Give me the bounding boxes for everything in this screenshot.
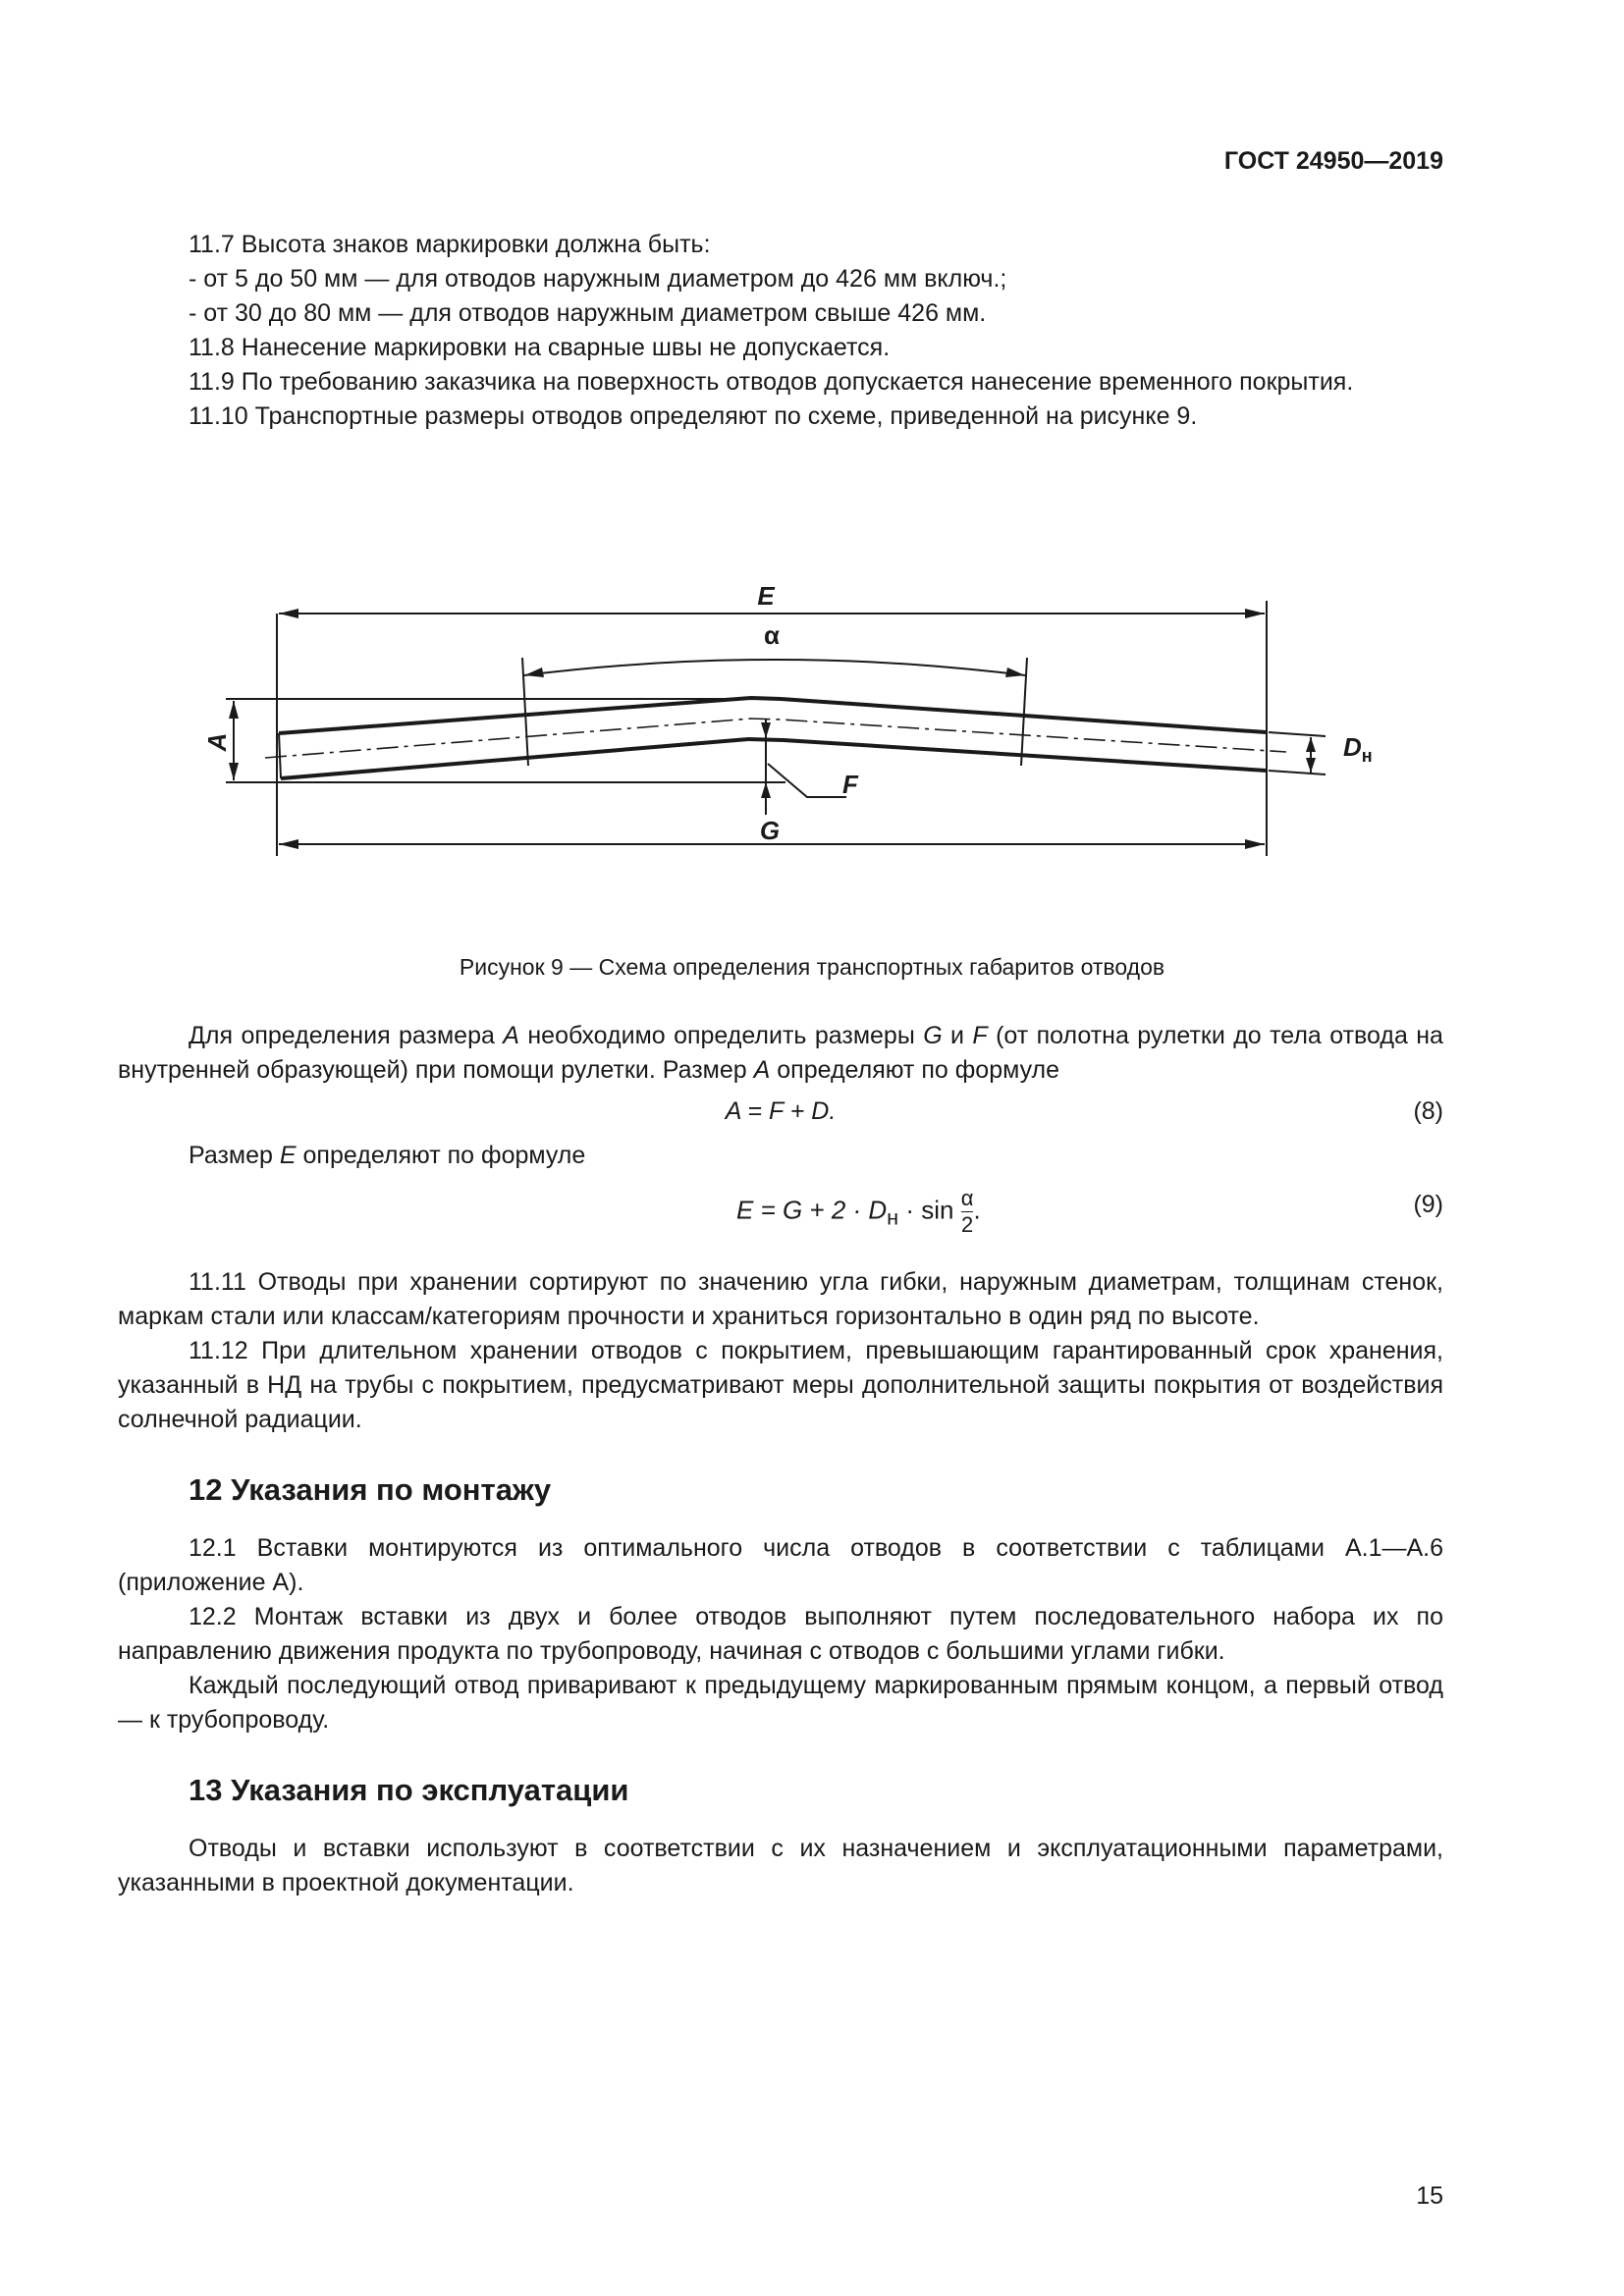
arrow-A-bottom <box>229 763 239 780</box>
clause-11-12: 11.12 При длительном хранении отводов с покрытием, превышающим гарантированный срок хранения, указанный в НД на трубы с покрытием, предусматривают меры дополнительной защиты покрытия от воздействия солнечной радиации. <box>118 1337 1443 1433</box>
alpha-ext-right <box>1021 658 1027 766</box>
label-G: G <box>759 816 781 845</box>
clause-12-1: 12.1 Вставки монтируются из оптимального числа отводов в соответствии с таблицами А.1—А.6 (приложение А). <box>118 1534 1443 1596</box>
formula-9-fraction: $\frac{\alpha}{2}$ <box>960 1186 974 1237</box>
clause-11-8: 11.8 Нанесение маркировки на сварные швы не допускается. <box>189 334 891 361</box>
formula-9-number: (9) <box>1413 1191 1443 1218</box>
arrow-F-down <box>761 722 771 738</box>
clause-12-3: Каждый последующий отвод приваривают к предыдущему маркированным прямым концом, а первый отвод — к трубопроводу. <box>118 1672 1443 1734</box>
label-alpha: α <box>764 620 780 650</box>
formula-8-expression: A = F + D. <box>725 1097 837 1125</box>
dh-ext-top <box>1269 732 1326 736</box>
arrow-G-right <box>1245 839 1265 849</box>
formula-8 <box>118 1095 1443 1132</box>
F-leader <box>768 764 846 797</box>
arrow-G-left <box>279 839 298 849</box>
after-figure-block <box>118 1019 1443 1900</box>
page-number: 15 <box>1416 2182 1443 2210</box>
arrow-E-left <box>279 609 298 618</box>
formula-9-expression: $E = G + 2 \cdot D_н \cdot \sin$ $\frac{\alpha}{2}$ . <box>736 1186 981 1237</box>
clause-11-7-item-b: - от 30 до 80 мм — для отводов наружным диаметром свыше 426 мм. <box>189 299 987 327</box>
figure-9-caption: Рисунок 9 — Схема определения транспортных габаритов отводов <box>459 954 1165 980</box>
clause-11-11: 11.11 Отводы при хранении сортируют по значению угла гибки, наружным диаметрам, толщинам стенок, маркам стали или классам/категориям прочности и храниться горизонтально в один ряд по высоте. <box>118 1268 1443 1330</box>
document-code: ГОСТ 24950—2019 <box>1223 147 1443 175</box>
figure-9-diagram <box>202 550 1404 923</box>
arrow-F-up <box>761 782 771 798</box>
clause-11-9: 11.9 По требованию заказчика на поверхность отводов допускается нанесение временного покрытия. <box>189 368 1354 396</box>
formula-9 <box>118 1180 1443 1258</box>
arrow-Dh-bottom <box>1306 758 1316 773</box>
alpha-arc <box>524 660 1025 675</box>
dimension-A-paragraph: Для определения размера A необходимо определить размеры G и F (от полотна рулетки до тела отвода на внутренней образующей) при помощи рулетки. Размер A определяют по формуле <box>118 1022 1443 1084</box>
clause-11-7-item-a: - от 5 до 50 мм — для отводов наружным диаметром до 426 мм включ.; <box>189 265 1007 293</box>
pipe-end-left <box>279 733 281 778</box>
section-13-paragraph: Отводы и вставки используют в соответствии с их назначением и эксплуатационными параметрами, указанными в проектной документации. <box>118 1835 1443 1896</box>
arrow-Dh-top <box>1306 737 1316 752</box>
dh-ext-bottom <box>1269 771 1326 774</box>
alpha-ext-left <box>522 658 528 766</box>
clause-11-10: 11.10 Транспортные размеры отводов определяют по схеме, приведенной на рисунке 9. <box>189 402 1198 430</box>
arrow-E-right <box>1245 609 1265 618</box>
clauses-11-block <box>118 228 1443 434</box>
clause-12-2: 12.2 Монтаж вставки из двух и более отводов выполняют путем последовательного набора их по направлению движения продукта по трубопроводу, начиная с отводов с большими углами гибки. <box>118 1603 1443 1665</box>
label-F: F <box>842 770 858 799</box>
label-E: E <box>757 581 775 611</box>
section-12-title: 12 Указания по монтажу <box>189 1472 552 1507</box>
section-13-title: 13 Указания по эксплуатации <box>189 1773 629 1807</box>
label-A: A <box>202 732 232 752</box>
clause-11-7: 11.7 Высота знаков маркировки должна быть: <box>189 231 711 258</box>
label-Dh: $D_н$ <box>1343 732 1373 766</box>
pipe-outer-wall <box>279 698 1267 733</box>
arrow-A-top <box>229 701 239 719</box>
label-Dh-subscript: н <box>1361 746 1373 766</box>
dimension-E-paragraph: Размер E определяют по формуле <box>189 1142 586 1169</box>
formula-8-number: (8) <box>1413 1097 1443 1125</box>
